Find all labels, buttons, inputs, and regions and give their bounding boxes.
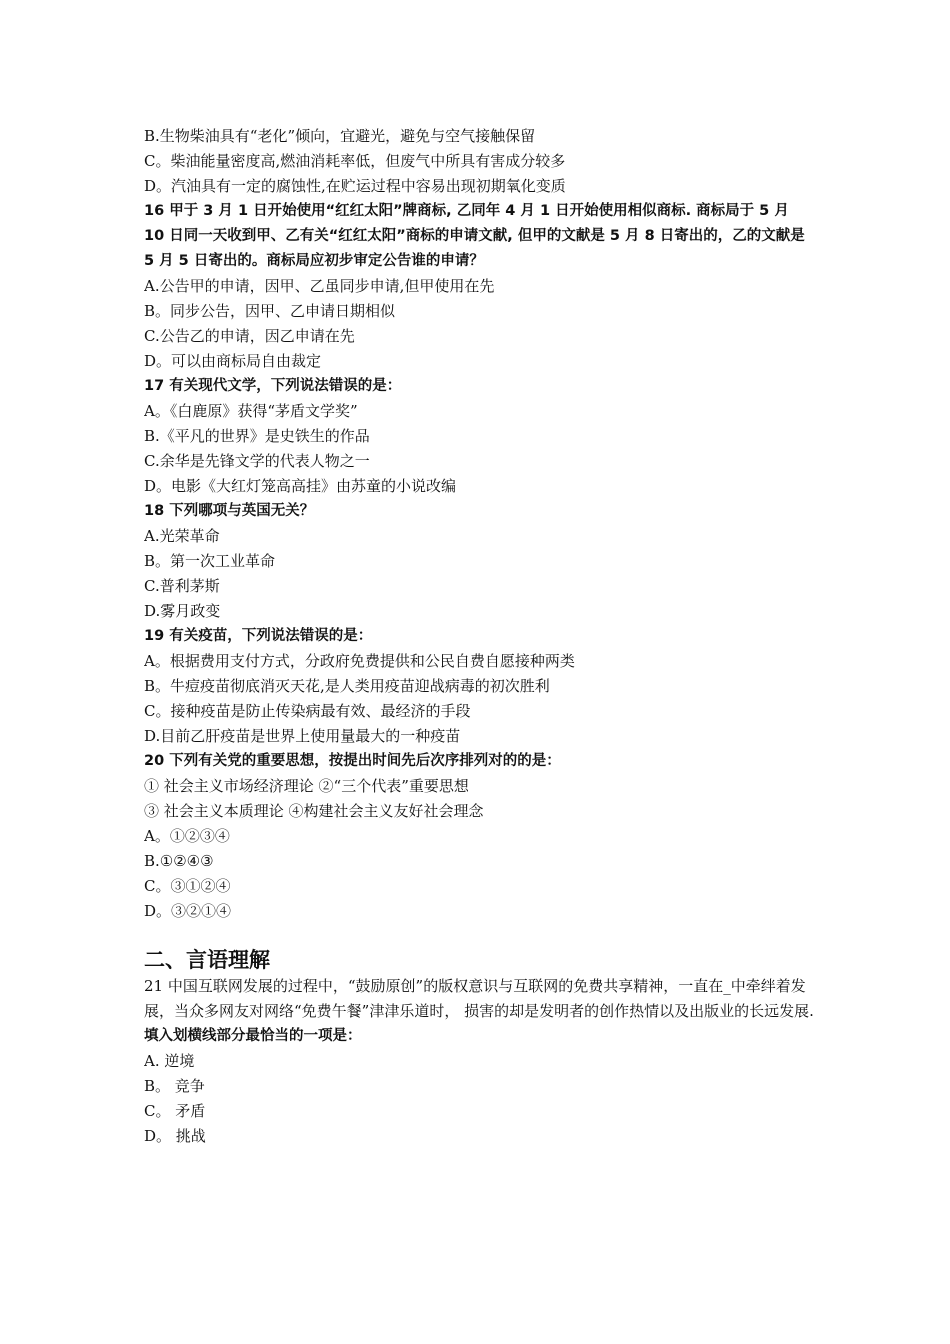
option-c: C。③①②④ [144, 877, 231, 895]
question-20 [144, 749, 814, 924]
option-c: C。柴油能量密度高,燃油消耗率低，但废气中所具有害成分较多 [144, 152, 566, 170]
question-21-passage: 21 中国互联网发展的过程中，“鼓励原创”的版权意识与互联网的免费共享精神，一直在_中牵绊着发展，当众多网友对网络“免费午餐”津津乐道时， 损害的却是发明者的创作热情以及出版业的长远发展. [144, 977, 814, 1020]
option-a: A.光荣革命 [144, 527, 220, 545]
option-c: C.余华是先锋文学的代表人物之一 [144, 452, 370, 470]
question-21 [144, 974, 814, 1149]
question-17-text: 17 有关现代文学，下列说法错误的是： [144, 378, 402, 394]
option-a: A。根据费用支付方式，分政府免费提供和公民自费自愿接种两类 [144, 652, 575, 670]
option-c: C.普利茅斯 [144, 577, 220, 595]
option-c: C。接种疫苗是防止传染病最有效、最经济的手段 [144, 702, 471, 720]
question-18-text: 18 下列哪项与英国无关？ [144, 503, 315, 519]
option-c: C。 矛盾 [144, 1102, 206, 1120]
option-b: B.生物柴油具有“老化”倾向，宜避光，避免与空气接触保留 [144, 127, 536, 145]
option-b: B。牛痘疫苗彻底消灭天花,是人类用疫苗迎战病毒的初次胜利 [144, 677, 550, 695]
option-a: A。①②③④ [144, 827, 230, 845]
option-d: D。可以由商标局自由裁定 [144, 352, 322, 370]
section-heading: 二、言语理解 [144, 948, 270, 972]
option-d: D.目前乙肝疫苗是世界上使用量最大的一种疫苗 [144, 727, 461, 745]
q15-options-tail [144, 124, 814, 199]
option-a: A. 逆境 [144, 1052, 195, 1070]
option-c: C.公告乙的申请，因乙申请在先 [144, 327, 355, 345]
option-d: D。③②①④ [144, 902, 232, 920]
option-a: A。《白鹿原》获得“茅盾文学奖” [144, 402, 358, 420]
option-b: B.①②④③ [144, 852, 214, 870]
question-16 [144, 199, 814, 374]
question-18 [144, 499, 814, 624]
option-d: D。汽油具有一定的腐蚀性,在贮运过程中容易出现初期氧化变质 [144, 177, 566, 195]
statement-item: ① 社会主义市场经济理论 ②“三个代表”重要思想 [144, 777, 469, 795]
document-page [144, 124, 814, 1149]
option-b: B.《平凡的世界》是史铁生的作品 [144, 427, 370, 445]
question-19 [144, 624, 814, 749]
option-a: A.公告甲的申请，因甲、乙虽同步申请,但甲使用在先 [144, 277, 495, 295]
option-b: B。同步公告，因甲、乙申请日期相似 [144, 302, 396, 320]
question-16-text: 16 甲于 3 月 1 日开始使用“红红太阳”牌商标, 乙同年 4 月 1 日开始使用相似商标. 商标局于 5 月 10 日同一天收到甲、乙有关“红红太阳”商标的申请文献, 但甲的文献是 5 月 8 日寄出的，乙的文献是 5 月 5 日寄出的。商标局应初步审定公告谁的申请？ [144, 203, 805, 269]
question-17 [144, 374, 814, 499]
option-d: D。电影《大红灯笼高高挂》由苏童的小说改编 [144, 477, 457, 495]
option-b: B。 竞争 [144, 1077, 205, 1095]
question-19-text: 19 有关疫苗，下列说法错误的是： [144, 628, 373, 644]
question-20-text: 20 下列有关党的重要思想，按提出时间先后次序排列对的的是： [144, 753, 561, 769]
option-d: D。 挑战 [144, 1127, 206, 1145]
statement-item: ③ 社会主义本质理论 ④构建社会主义友好社会理念 [144, 802, 484, 820]
option-b: B。第一次工业革命 [144, 552, 276, 570]
question-21-prompt: 填入划横线部分最恰当的一项是： [144, 1028, 362, 1044]
option-d: D.雾月政变 [144, 602, 221, 620]
